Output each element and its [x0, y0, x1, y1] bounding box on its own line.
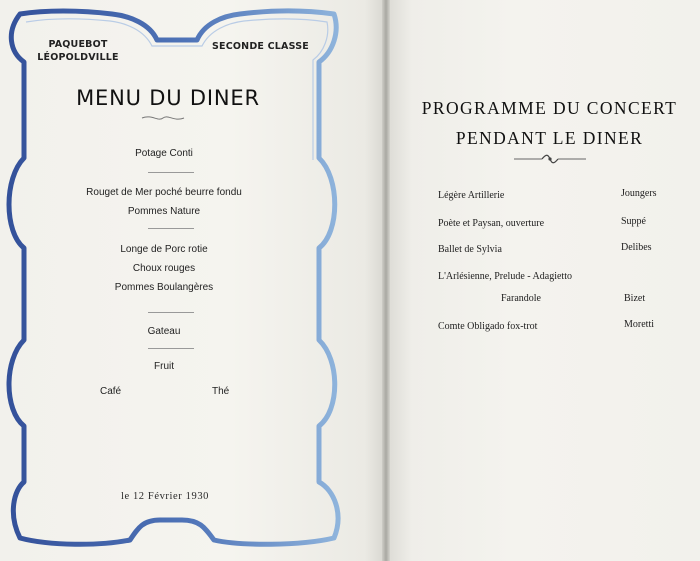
course-item: Potage Conti [135, 148, 193, 159]
menu-title: MENU DU DINER [76, 86, 260, 110]
program-piece: Légère Artillerie [438, 190, 505, 201]
course-divider [148, 312, 194, 313]
class-label: SECONDE CLASSE [212, 41, 309, 52]
concert-title-line: PENDANT LE DINER [455, 128, 644, 148]
ship-name: LÉOPOLDVILLE [37, 52, 119, 63]
course-item: Longe de Porc rotie [120, 244, 208, 255]
title-ornament [140, 114, 186, 122]
course-item: Pommes Nature [127, 206, 201, 217]
course-fruit [34, 357, 294, 376]
program-piece: L'Arlésienne, Prelude - Adagietto [438, 271, 572, 282]
course-divider [148, 228, 194, 229]
program-composer: Suppé [621, 216, 646, 227]
program-piece: Poète et Paysan, ouverture [438, 218, 545, 229]
program-piece: Ballet de Sylvia [438, 244, 502, 255]
concert-title [399, 93, 700, 153]
course-main [34, 240, 294, 297]
course-item: Pommes Boulangères [114, 282, 214, 293]
program-composer: Moretti [624, 319, 654, 330]
course-dessert [34, 322, 294, 341]
ship-name-block [30, 38, 126, 64]
program-piece: Comte Obligado fox-trot [438, 321, 538, 332]
concert-ornament [512, 152, 588, 166]
course-divider [148, 348, 194, 349]
course-soup [34, 144, 294, 163]
concert-title-line: PROGRAMME DU CONCERT [421, 98, 678, 118]
course-fish [34, 183, 294, 221]
course-divider [148, 172, 194, 173]
program-composer: Joungers [621, 188, 657, 199]
program-piece: Farandole [501, 293, 541, 304]
course-item: Gateau [147, 326, 181, 337]
program-composer: Delibes [621, 242, 652, 253]
drink-tea: Thé [212, 386, 230, 397]
course-item: Choux rouges [132, 263, 196, 274]
drink-coffee: Café [100, 386, 122, 397]
program-composer: Bizet [624, 293, 646, 304]
course-item: Rouget de Mer poché beurre fondu [86, 187, 242, 198]
ship-label: PAQUEBOT [48, 39, 108, 50]
course-item: Fruit [154, 361, 174, 372]
menu-date: le 12 Février 1930 [120, 491, 210, 502]
